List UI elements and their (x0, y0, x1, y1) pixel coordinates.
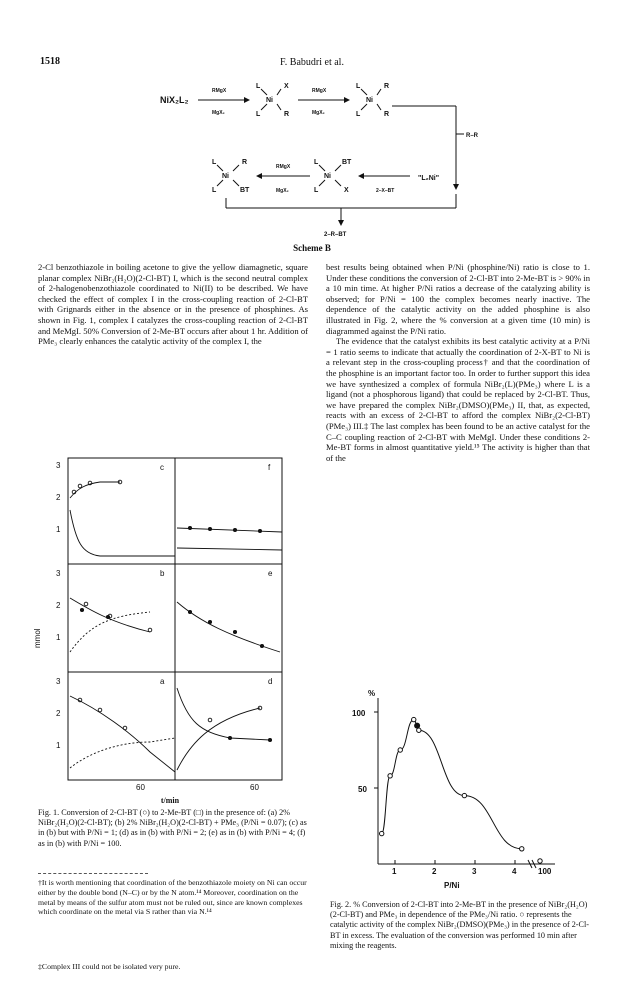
svg-text:R: R (242, 159, 248, 166)
fig1-ytick-c2: 2 (56, 493, 61, 502)
scheme-rbt: 2–R–BT (324, 232, 347, 238)
scheme-caption: Scheme B (293, 243, 331, 253)
footnote-dagger: †It is worth mentioning that coordination of the benzothiazole moiety on Ni can occur either by the double bond (N–C) or by the N atom.¹⁴ Moreover, coordination on the metal by means of the sulfur atom must not be ruled out, since are known complexes which coordinate on the metal via S rather than via N.¹⁴ (38, 878, 307, 917)
left-paragraph: 2-Cl benzothiazole in boiling acetone to give the yellow diamagnetic, square planar complex NiBr₂(H₂O)(2-Cl-BT) I, which is the second neutral complex of 2-halogenobenzothiazole coordinated to Ni(II) to be described. We have checked the effect of complex I in the cross-coupling reaction of 2-Cl-BT with Grignards either in the absence or in the presence of phosphines. As shown in Fig. 1, complex I catalyzes the cross-coupling reaction of 2-Cl-BT and MeMgI. 50% Conversion of 2-Me-BT occurs after about 1 hr. Addition of PMe₃ clearly enhances the catalytic activity of the complex I, the (38, 262, 308, 347)
fig1-chart (30, 452, 310, 792)
fig2-point-2 (398, 748, 402, 752)
right-paragraph-2: The evidence that the catalyst exhibits its best catalytic activity at a P/Ni = 1 ratio seems to indicate that actually the coordination of 2-X-BT to Ni is a relevant step in the cross-coupling process† and that the coordination of the phosphine is an important factor too. In order to further support this idea we have synthesized a complex of formula NiBr₂(L)(PMe₃) where L is a ligand (not a phosphorous ligand) that could be replaced by 2-Cl-BT. Thus, we have prepared the complex NiBr₂(DMSO)(PMe₃) II, that, as expected, reacts with an excess of 2-Cl-BT to afford the complex NiBr₂(2-Cl-BT)(PMe₃) III.‡ The last complex has been found to be an active catalyst for the C–C coupling reaction of 2-Cl-BT with MeMgI. Under these conditions 2-Me-BT forms in almost quantitative yield.¹⁵ The activity is higher than that of the (326, 336, 590, 463)
fig2-xtick-4: 4 (512, 867, 517, 876)
scheme-rr: R–R (466, 133, 479, 139)
svg-text:L: L (356, 111, 361, 118)
scheme-rmgx-1: RMgX (212, 88, 227, 94)
fig2-xtick-3: 3 (472, 867, 477, 876)
svg-text:Ni: Ni (266, 97, 273, 104)
footnote-double-dagger: ‡Complex III could not be isolated very pure. (38, 962, 181, 971)
fig2-point-4 (417, 728, 421, 732)
fig2-caption: Fig. 2. % Conversion of 2-Cl-BT into 2-Me-BT in the presence of NiBr₂(H₂O)(2-Cl-BT) and PMe₃ in dependence of the PMe₃/Ni ratio. ○ represents the catalytic activity of the complex NiBr₂(DMSO)(PMe₃) in the presence of 2-Cl-BT in excess. The evaluation of the conversion was performed 10 min after mixing the reagents. (330, 900, 589, 950)
fig1-ytick-a3: 3 (56, 677, 61, 686)
scheme-l2ni: "L₂Ni" (418, 175, 440, 182)
fig2-point-1 (388, 774, 392, 778)
fig2-point-6 (520, 847, 524, 851)
svg-text:R: R (384, 111, 390, 118)
scheme-nix2l2: NiX₂L₂ (160, 95, 189, 105)
svg-text:Ni: Ni (222, 173, 229, 180)
right-paragraph-1: best results being obtained when P/Ni (phosphine/Ni) ratio is close to 1. Under these conditions the conversion of 2-Cl-BT into 2-Me-BT is > 90% in a 10 min time. At higher P/Ni ratios a decrease of the catalyzing ability is observed; for P/Ni = 100 the complex becomes nearly inactive. The dependence of the catalytic activity on the added phosphine is also illustrated in Fig. 2, where the % conversion at a given time (10 min) is diagrammed against the P/Ni ratio. (326, 262, 590, 336)
svg-text:L: L (256, 83, 261, 90)
scheme-rmgx-3: RMgX (276, 164, 291, 170)
fig1-ytick-c1: 1 (56, 525, 61, 534)
fig2-xtick-2: 2 (432, 867, 437, 876)
svg-text:L: L (314, 187, 319, 194)
scheme-mgx2-3: MgX₂ (276, 188, 289, 194)
svg-text:R: R (384, 83, 390, 90)
svg-text:BT: BT (240, 187, 250, 194)
fig1-panel-c: c (160, 463, 164, 472)
fig1-ytick-a2: 2 (56, 709, 61, 718)
fig2-ylabel: % (368, 689, 376, 698)
svg-text:R: R (284, 111, 290, 118)
scheme-rmgx-2: RMgX (312, 88, 327, 94)
running-head: F. Babudri et al. (280, 57, 344, 68)
svg-text:L: L (356, 83, 361, 90)
fig2-ytick-100: 100 (352, 709, 366, 718)
fig1-panel-a: a (160, 677, 165, 686)
fig2-chart (340, 668, 590, 893)
fig1-panel-f: f (268, 463, 271, 472)
fig2-point-3 (412, 717, 416, 721)
fig2-ytick-50: 50 (358, 785, 367, 794)
fig1-ytick-c3: 3 (56, 461, 61, 470)
fig2-point-7 (538, 859, 542, 863)
fig1-panel-e: e (268, 569, 273, 578)
fig2-xtick-100: 100 (538, 867, 552, 876)
fig2-point-0 (379, 831, 383, 835)
svg-text:L: L (256, 111, 261, 118)
svg-text:X: X (344, 187, 349, 194)
fig1-ylabel: mmol (33, 628, 42, 648)
fig1-xtick-right: 60 (250, 783, 259, 792)
svg-text:BT: BT (342, 159, 352, 166)
scheme-diagram (160, 76, 500, 241)
fig1-panel-d: d (268, 677, 273, 686)
fig2-xtick-1: 1 (392, 867, 397, 876)
svg-text:Ni: Ni (366, 97, 373, 104)
fig1-caption: Fig. 1. Conversion of 2-Cl-BT (○) to 2-Me-BT (□) in the presence of: (a) 2% NiBr₂(H₂O)(2-Cl-BT); (b) 2% NiBr₂(H₂O)(2-Cl-BT) + PMe₃ (P/Ni = 0.07); (c) as in (b) but with P/Ni = 1; (d) as in (b) with P/Ni = 2; (e) as in (b) with P/Ni = 4; (f) as in (b) with P/Ni = 100. (38, 808, 307, 848)
scheme-xbt: 2–X–BT (376, 188, 395, 194)
fig2-xlabel: P/Ni (444, 881, 460, 890)
fig2-special-point-0 (414, 723, 420, 729)
svg-text:L: L (212, 159, 217, 166)
fig2-point-5 (462, 793, 466, 797)
fig1-ytick-b2: 2 (56, 601, 61, 610)
fig1-xtick-left: 60 (136, 783, 145, 792)
scheme-mgx2-2: MgX₂ (312, 110, 325, 116)
svg-text:X: X (284, 83, 289, 90)
fig2-curve (382, 720, 522, 849)
fig1-ytick-a1: 1 (56, 741, 61, 750)
fig1-panel-b: b (160, 569, 165, 578)
svg-text:L: L (314, 159, 319, 166)
fig1-ytick-b1: 1 (56, 633, 61, 642)
fig2-marks (379, 717, 542, 863)
page-number: 1518 (40, 56, 60, 67)
scheme-mgx2-1: MgX₂ (212, 110, 225, 116)
fig1-ytick-b3: 3 (56, 569, 61, 578)
svg-text:Ni: Ni (324, 173, 331, 180)
fig1-xlabel: t/min (160, 796, 180, 805)
svg-text:L: L (212, 187, 217, 194)
